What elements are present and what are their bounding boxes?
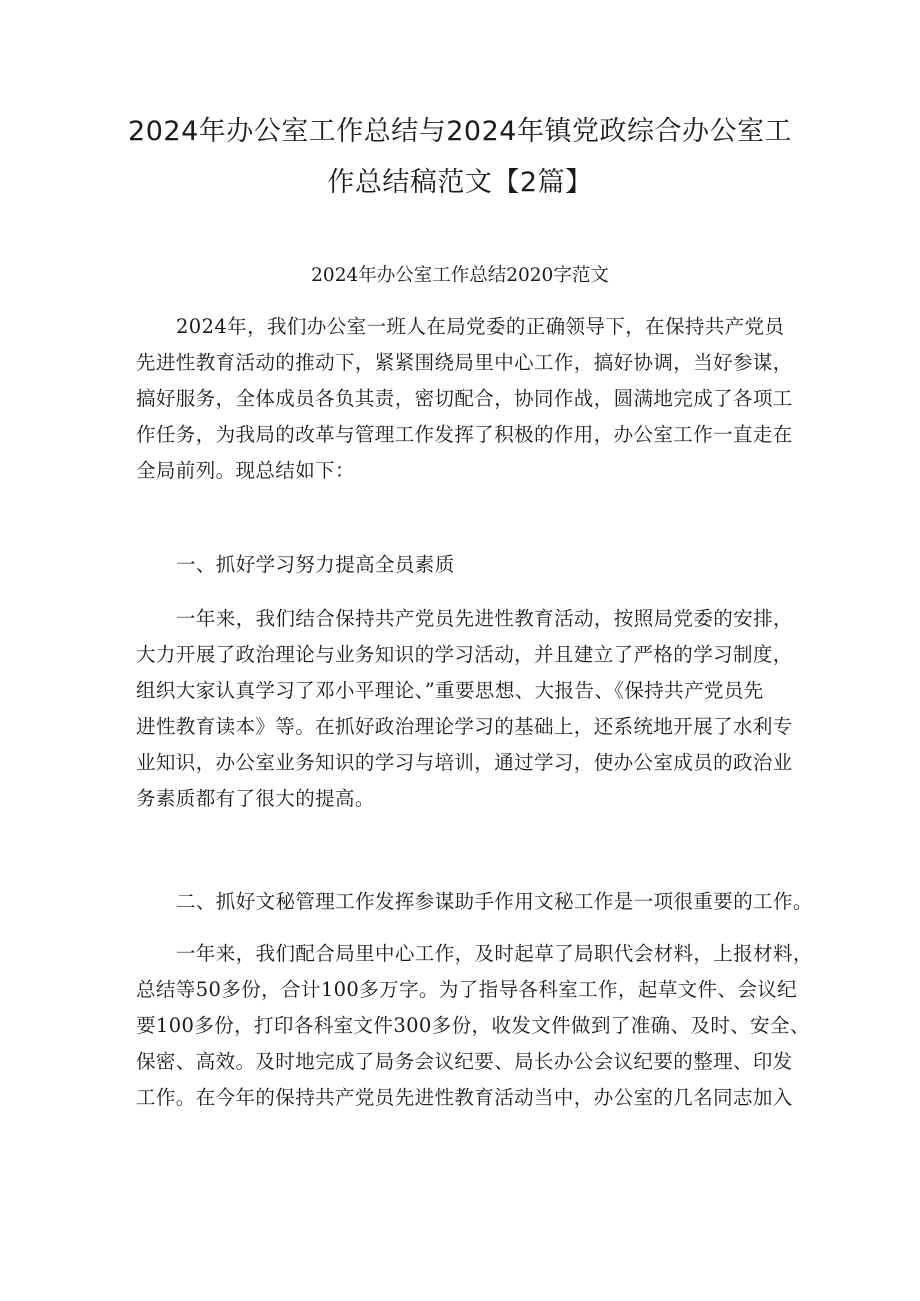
text-line: 二、抓好文秘管理工作发挥参谋助手作用文秘工作是一项很重要的工作。: [176, 890, 813, 913]
paragraph-intro: [136, 309, 796, 489]
text-line: 一年来，我们配合局里中心工作，及时起草了局职代会材料，上报材料，: [176, 942, 813, 965]
paragraph-study: [136, 601, 796, 817]
text-line: 保密、高效。及时地完成了局务会议纪要、局长办公会议纪要的整理、印发: [136, 1050, 793, 1073]
section-heading-1: [136, 547, 796, 583]
text-line: 先进性教育活动的推动下，紧紧围绕局里中心工作，搞好协调，当好参谋，: [136, 351, 793, 374]
text-line: 大力开展了政治理论与业务知识的学习活动，并且建立了严格的学习制度，: [136, 643, 793, 666]
text-line: 2024年，我们办公室一班人在局党委的正确领导下，在保持共产党员: [176, 315, 785, 338]
text-line: 总结等50多份，合计100多万字。为了指导各科室工作，起草文件、会议纪: [136, 978, 798, 1001]
text-line: 组织大家认真学习了邓小平理论、”重要思想、大报告、《保持共产党员先: [136, 679, 764, 702]
text-line: 要100多份，打印各科室文件300多份，收发文件做到了准确、及时、安全、: [136, 1014, 810, 1037]
title-line-1: 2024年办公室工作总结与2024年镇党政综合办公室工: [128, 116, 792, 147]
text-line: 业知识，办公室业务知识的学习与培训，通过学习，使办公室成员的政治业: [136, 751, 793, 774]
text-line: 务素质都有了很大的提高。: [136, 787, 375, 810]
section-subtitle: 2024年办公室工作总结2020字范文: [311, 265, 609, 286]
section-heading-2: [136, 884, 813, 920]
text-line: 搞好服务，全体成员各负其责，密切配合，协同作战，圆满地完成了各项工: [136, 387, 793, 410]
text-line: 作任务，为我局的改革与管理工作发挥了积极的作用，办公室工作一直走在: [136, 423, 793, 446]
text-line: 进性教育读本》等。在抓好政治理论学习的基础上，还系统地开展了水利专: [136, 715, 793, 738]
text-line: 全局前列。现总结如下：: [136, 459, 355, 482]
text-line: 工作。在今年的保持共产党员先进性教育活动当中，办公室的几名同志加入: [136, 1086, 793, 1109]
text-line: 一、抓好学习努力提高全员素质: [176, 553, 455, 576]
title-line-2: 作总结稿范文【2篇】: [327, 167, 593, 198]
text-line: 一年来，我们结合保持共产党员先进性教育活动，按照局党委的安排，: [176, 607, 793, 630]
paragraph-secretarial: [136, 936, 813, 1116]
document-title: [120, 106, 800, 208]
